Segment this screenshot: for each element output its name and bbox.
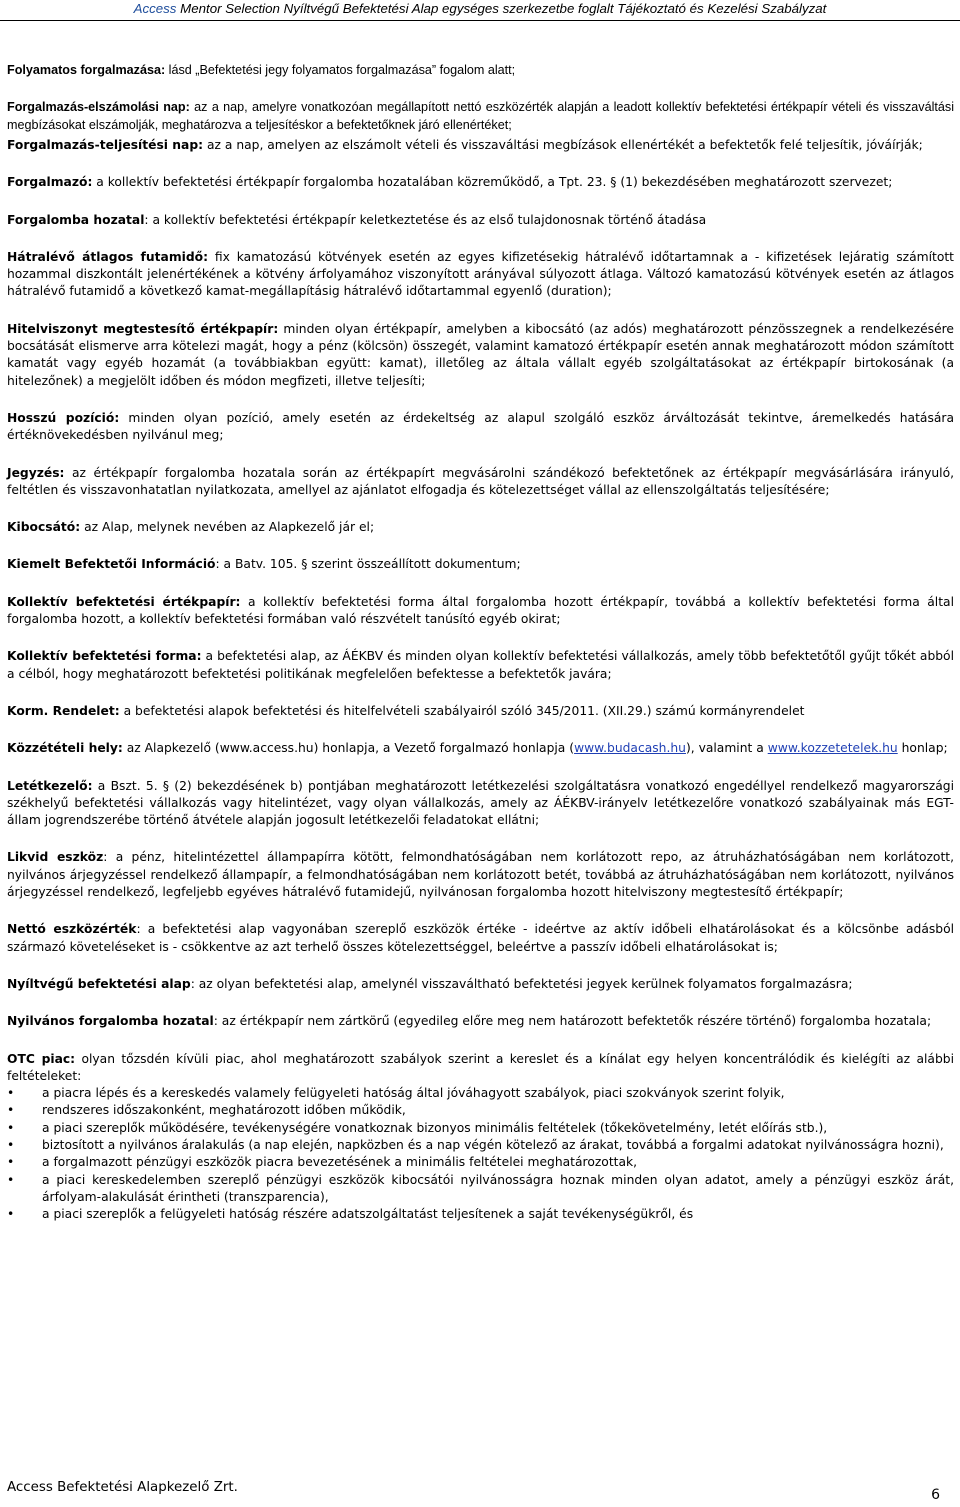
bullet-icon: • (7, 1155, 15, 1170)
list-item-text: a piaci kereskedelemben szereplő pénzügyi eszközök kibocsátói nyilvánosságra hoznak minden olyan adatot, amely a pénzügyi eszköz árát, árfolyam-alakulását érintheti (transzparencia), (42, 1172, 954, 1204)
definition-term: Korm. Rendelet: (7, 703, 120, 718)
definition-text: a Bszt. 5. § (2) bekezdésének b) pontjában meghatározott letétkezelési szolgáltatásra vonatkozó engedéllyel rendelkező magyarországi székhelyű befektetési vállalkozás vagy hitelintézet, vagy olyan vállalkozás, amely az ÁÉKBV-irányelv letétkezelőre vonatkozó szabályainak más EGT-állam jogrendszerébe történő átvétele alapján jogosult letétkezelői feladatokat ellátni; (7, 778, 954, 828)
definition-text: : az értékpapír nem zártkörű (egyedileg előre meg nem határozott befektetők részére történő) forgalomba hozatala; (213, 1014, 932, 1029)
list-item (7, 1085, 954, 1102)
definition-term: Letétkezelő: (7, 778, 93, 793)
definition-paragraph (7, 99, 954, 134)
footer-company: Access Befektetési Alapkezelő Zrt. (7, 1480, 238, 1495)
definition-text: minden olyan értékpapír, amelyben a kibocsátó (az adós) meghatározott pénzösszegnek a rendelkezésére bocsátását elismerve arra kötelezi magát, hogy a pénz (kölcsön) összegét, valamint kamatozó értékpapír esetén annak meghatározott módon számított kamatát vagy egyéb hozamát (a továbbiakban együtt: kamat), illetőleg az általa vállalt egyéb szolgáltatásokat az értékpapír birtokosának (a hitelezőnek) a megjelölt időben és módon megfizeti, illetve teljesíti; (7, 321, 955, 388)
page-number: 6 (931, 1487, 940, 1503)
definition-paragraph (7, 594, 954, 629)
definition-paragraph (7, 703, 954, 720)
definition-paragraph (7, 410, 954, 445)
definition-term: Nyilvános forgalomba hozatal (7, 1014, 214, 1029)
list-item (7, 1172, 954, 1207)
definition-paragraph (7, 137, 954, 154)
definition-text: a befektetési alapok befektetési és hitelfelvételi szabályairól szóló 345/2011. (XII.29.) számú kormányrendelet (119, 703, 805, 718)
definition-text: lásd „Befektetési jegy folyamatos forgalmazása” fogalom alatt; (165, 63, 516, 77)
definition-term: OTC piac: (7, 1051, 76, 1066)
definition-text: olyan tőzsdén kívüli piac, ahol meghatározott szabályok szerint a kereslet és a kínálat egy helyen koncentrálódik és kielégíti az alábbi feltételeket: (7, 1051, 954, 1083)
list-item (7, 1137, 954, 1154)
kozzetetelek-link[interactable]: www.kozzetetelek.hu (767, 741, 898, 756)
definition-text: a befektetési alap, az ÁÉKBV és minden olyan kollektív befektetési vállalkozás, amely több befektetőtől gyűjt tőkét abból a célból, hogy meghatározott befektetési politikának megfelelően befektesse a befektetők javára; (7, 649, 954, 681)
list-item-text: a piacra lépés és a kereskedés valamely felügyeleti hatóság által jóváhagyott szabályok, piaci szokványok szerint folyik, (42, 1086, 785, 1101)
bullet-icon: • (7, 1207, 15, 1222)
definition-term: Hátralévő átlagos futamidő: (7, 249, 209, 264)
definition-term: Kollektív befektetési forma: (7, 649, 202, 664)
header-title: Mentor Selection Nyíltvégű Befektetési Alap egységes szerkezetbe foglalt Tájékoztató és Kezelési Szabályzat (176, 1, 827, 16)
definition-text: a kollektív befektetési forma által forgalomba hozott értékpapír, továbbá a kollektív befektetési forma által forgalomba hozott, a kollektív befektetési formában való részvételt tanúsító egyéb okirat; (7, 594, 954, 627)
definition-text: fix kamatozású kötvények esetén az egyes kifizetésekig hátralévő időtartamnak a - kifizetések lejáratig számított hozammal diszkontált jelenértékének a kötvény árfolyamához viszonyított arányával súlyozott átlaga. Változó kamatozású kötvények esetén az átlagos hátralévő futamidő a következő kamat-megállapításig hátralévő időtartammal egyenlő (duration); (7, 249, 954, 299)
definition-term: Kibocsátó: (7, 520, 81, 535)
definition-paragraph (7, 174, 954, 191)
definition-term: Forgalmazás-elszámolási nap: (7, 100, 190, 115)
bullet-icon: • (7, 1103, 15, 1118)
definition-term: Kollektív befektetési értékpapír: (7, 594, 241, 609)
bullet-icon: • (7, 1172, 15, 1187)
definition-term: Kiemelt Befektetői Információ (7, 557, 216, 572)
definition-text: minden olyan pozíció, amely esetén az érdekeltség az alapul szolgáló eszköz árváltozását tekintve, áremelkedés hatására értéknövekedésben nyilvánul meg; (7, 410, 954, 443)
definition-paragraph (7, 212, 954, 229)
definition-paragraph (7, 648, 954, 683)
definition-paragraph (7, 1051, 954, 1086)
list-item (7, 1154, 954, 1171)
definitions-block (7, 137, 954, 1223)
bullet-icon: • (7, 1086, 15, 1101)
definition-term: Jegyzés: (7, 465, 65, 480)
definition-paragraph (7, 921, 954, 956)
list-item (7, 1206, 954, 1223)
definition-term: Közzétételi hely: (7, 741, 123, 756)
list-item-text: rendszeres időszakonként, meghatározott időben működik, (42, 1103, 406, 1118)
list-item-text: a forgalmazott pénzügyi eszközök piacra bevezetésének a minimális feltételei meghatározottak, (42, 1155, 638, 1170)
definition-term: Nyíltvégű befektetési alap (7, 976, 191, 991)
definition-paragraph (7, 249, 954, 301)
definition-paragraph (7, 556, 954, 573)
definition-term: Likvid eszköz (7, 850, 104, 865)
budacash-link[interactable]: www.budacash.hu (574, 741, 686, 756)
definition-paragraph (7, 976, 954, 993)
definition-text: : a befektetési alap vagyonában szereplő eszközök értéke - ideértve az aktív időbeli elhatárolásokat és a kölcsönbe adásból származó követeléseket is - csökkentve az azt terhelő összes kötelezettséggel, beleértve a passzív időbeli elhatárolásokat is; (7, 922, 955, 954)
definition-term: Forgalmazó: (7, 175, 93, 190)
header-divider (0, 20, 960, 21)
otc-conditions-list (7, 1085, 954, 1223)
list-item-text: biztosított a nyilvános áralakulás (a nap elején, napközben és a nap végén kötelező az árakat, továbbá a forgalmi adatokat nyilvánosságra hozni), (42, 1137, 944, 1152)
page-header (0, 0, 960, 18)
definition-paragraph (7, 519, 954, 536)
definition-text: az értékpapír forgalomba hozatala során az értékpapírt megvásárolni szándékozó befektetőnek az értékpapír megvásárlására irányuló, feltétlen és visszavonhatatlan nyilatkozata, amellyel az ajánlatot elfogadja és kötelezettséget vállal az ellenszolgáltatás teljesítésére; (7, 465, 954, 497)
definition-paragraph (7, 465, 954, 500)
definition-text: az Alapkezelő (www.access.hu) honlapja, a Vezető forgalmazó honlapja ( (122, 741, 575, 756)
definition-text: : a Batv. 105. § szerint összeállított dokumentum; (215, 557, 521, 572)
list-item (7, 1120, 954, 1137)
list-item (7, 1102, 954, 1119)
list-item-text: a piaci szereplők működésére, tevékenységére vonatkoznak bizonyos minimális feltételek (tőkekövetelmény, letét előírás stb.), (42, 1120, 828, 1135)
definition-paragraph (7, 1013, 954, 1030)
bullet-icon: • (7, 1137, 15, 1152)
definition-paragraph (7, 778, 954, 830)
list-item-text: a piaci szereplők a felügyeleti hatóság részére adatszolgáltatást teljesítenek a saját tevékenységükről, és (42, 1207, 694, 1222)
definition-term: Hosszú pozíció: (7, 410, 120, 425)
definition-term: Forgalomba hozatal (7, 212, 145, 227)
definitions-block-top (7, 62, 954, 134)
definition-text: az a nap, amelyre vonatkozóan megállapított nettó eszközérték alapján a leadott kollektív befektetési értékpapír vételi és visszaváltási megbízásokat elszámolják, meghatározva a teljesítéskor a befektetőknek járó ellenértéket; (7, 100, 954, 132)
definition-text: az Alap, melynek nevében az Alapkezelő jár el; (80, 520, 375, 535)
definition-text: : az olyan befektetési alap, amelynél visszaváltható befektetési jegyek kerülnek folyamatos forgalmazásra; (190, 976, 853, 991)
definition-text: ), valamint a (685, 741, 768, 756)
definition-text: : a kollektív befektetési értékpapír keletkeztetése és az első tulajdonosnak történő átadása (144, 212, 707, 227)
definition-paragraph (7, 62, 954, 79)
bullet-icon: • (7, 1120, 15, 1135)
definition-paragraph (7, 740, 954, 757)
definition-term: Hitelviszonyt megtestesítő értékpapír: (7, 321, 279, 336)
definition-paragraph (7, 849, 954, 901)
header-brand: Access (133, 1, 177, 16)
definition-paragraph (7, 321, 954, 390)
definition-text: az a nap, amelyen az elszámolt vételi és visszaváltási megbízások ellenértékét a befektetők felé teljesítik, jóváírják; (203, 138, 923, 152)
definition-text: honlap; (897, 741, 948, 756)
definition-term: Forgalmazás-teljesítési nap: (7, 138, 204, 152)
definition-term: Folyamatos forgalmazása: (7, 63, 166, 77)
definition-term: Nettó eszközérték (7, 922, 137, 937)
definition-text: : a pénz, hitelintézettel állampapírra kötött, felmondhatóságában nem korlátozott repo, az átruházhatóságában nem korlátozott, nyilvános árjegyzéssel rendelkező állampapír, a felmondhatóságában nem korlátozott betét, továbbá az átruházhatóságában nem korlátozott, nyilvános árjegyzéssel rendelkező, legfeljebb egyéves hátralévő futamidejű, nyilvánosan forgalomba hozott hitelviszony megtestesítő értékpapír; (7, 850, 954, 900)
definition-text: a kollektív befektetési értékpapír forgalomba hozatalában közreműködő, a Tpt. 23. § (1) bekezdésében meghatározott szervezet; (92, 175, 893, 190)
